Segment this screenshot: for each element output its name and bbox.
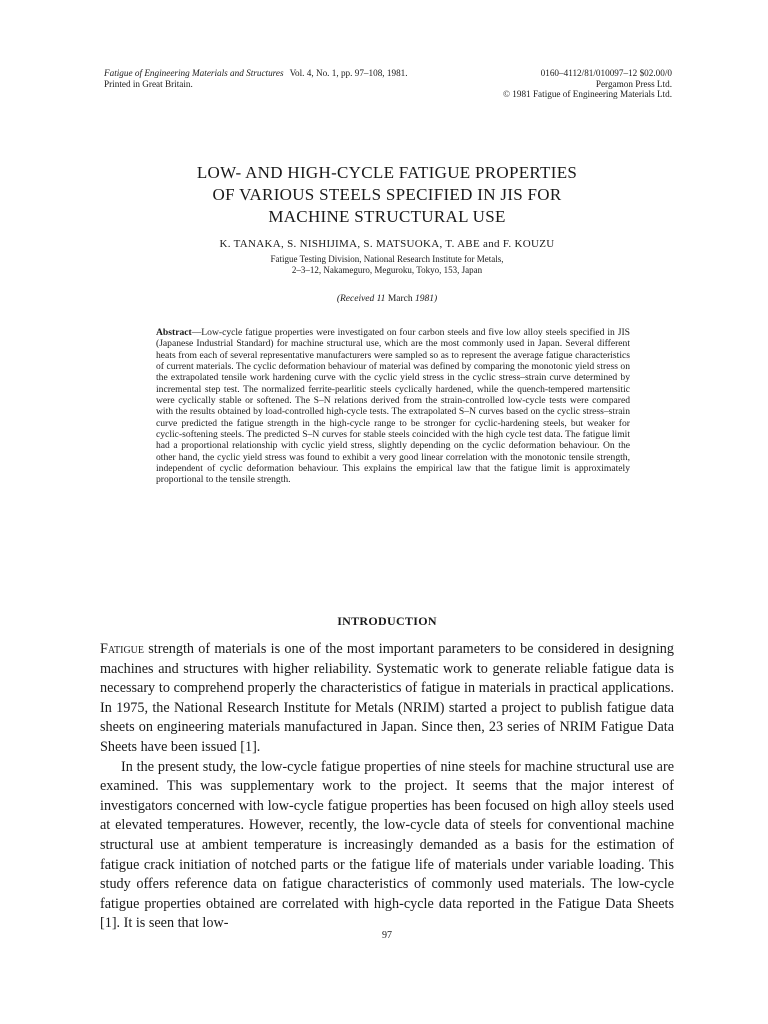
affiliation [100,254,674,276]
copyright: © 1981 Fatigue of Engineering Materials Ltd. [503,89,672,99]
volume-info: Vol. 4, No. 1, pp. 97–108, 1981. [289,68,408,78]
paragraph-1 [100,640,674,758]
introduction-body [100,640,674,934]
paragraph-2: In the present study, the low-cycle fatigue properties of nine steels for machine structural use are examined. This was supplementary work to the project. It seems that the major interest of investigators concerned with low-cycle fatigue properties has been focused on high alloy steels used at elevated temperatures. However, recently, the low-cycle data of steels for conventional machine structural use at ambient temperature is increasingly demanded as a basis for the estimation of fatigue crack initiation of notched parts or the fatigue life of materials under variable loading. This study offers reference data on fatigue characteristics of commonly used materials. The low-cycle fatigue properties obtained are correlated with high-cycle data reported in the Fatigue Data Sheets [1]. It is seen that low- [100,758,674,932]
title-line-2: OF VARIOUS STEELS SPECIFIED IN JIS FOR [212,185,562,204]
received-date [100,294,674,304]
paragraph-1-lead: Fatigue [100,641,144,657]
received-month: March [387,294,413,304]
received-suffix: 1981) [412,294,438,304]
section-heading-introduction: INTRODUCTION [337,614,437,628]
printed-in: Printed in Great Britain. [104,78,193,89]
paragraph-1-text: strength of materials is one of the most important parameters to be considered in designing machines and structures with higher reliability. Systematic work to generate reliable fatigue data is necessary to comprehend properly the characteristics of fatigue in materials in practical applications. In 1975, the National Research Institute for Metals (NRIM) started a project to publish fatigue data sheets on engineering materials manufactured in Japan. Since then, 23 series of NRIM Fatigue Data Sheets have been issued [1]. [100,641,674,755]
author-list: K. TANAKA, S. NISHIJIMA, S. MATSUOKA, T. ABE and F. KOUZU [219,238,555,250]
article-code: 0160–4112/81/010097–12 $02.00/0 [540,68,672,78]
abstract-text: —Low-cycle fatigue properties were investigated on four carbon steels and five low alloy steels specified in JIS (Japanese Industrial Standard) for machine structural use, which are the most commonly used in Japan. Several different heats from each of several representative manufacturers were sampled so as to represent the average fatigue characteristics of current materials. The cyclic deformation behaviour of material was defined by comparing the monotonic yield stress on the extrapolated tensile work hardening curve with the cyclic yield stress in the cyclic stress–strain curve determined by incremental step test. The normalized ferrite-pearlitic steels cyclically hardened, while the quench-tempered martensitic were cyclically stable or softened. The S–N relations derived from the strain-controlled low-cycle tests were compared with the results obtained by load-controlled high-cycle tests. The extrapolated S–N curves based on the cyclic stress–strain curve predicted the fatigue strength in the high-cycle range to be stronger for cyclic-hardening steels, but weaker for cyclic-softening steels. The predicted S–N curves for stable steels coincided with the high cycle test data. The fatigue limit had a proportional relationship with cyclic yield stress, slightly depending on the cyclic deformation behaviour. On the other hand, the cyclic yield stress was found to exhibit a very good linear correlation with the monotonic tensile strength, independent of cyclic deformation behaviour. This explains the empirical law that the fatigue limit is approximately proportional to the tensile strength. [156,327,630,486]
abstract-label: Abstract [156,327,192,338]
affiliation-line-1: Fatigue Testing Division, National Research Institute for Metals, [270,254,504,264]
header-row-1 [104,68,672,79]
page-header [104,68,672,100]
publisher: Pergamon Press Ltd. [595,78,672,89]
title-line-3: MACHINE STRUCTURAL USE [268,207,506,226]
affiliation-line-2: 2–3–12, Nakameguro, Meguroku, Tokyo, 153, Japan [291,265,483,275]
received-prefix: (Received 11 [336,294,388,304]
header-row-3 [104,89,672,100]
journal-name: Fatigue of Engineering Materials and Structures [104,68,284,78]
paper-title [100,162,674,228]
title-line-1: LOW- AND HIGH-CYCLE FATIGUE PROPERTIES [196,163,578,182]
abstract [156,327,630,486]
header-row-2 [104,79,672,90]
page-number: 97 [382,930,392,941]
